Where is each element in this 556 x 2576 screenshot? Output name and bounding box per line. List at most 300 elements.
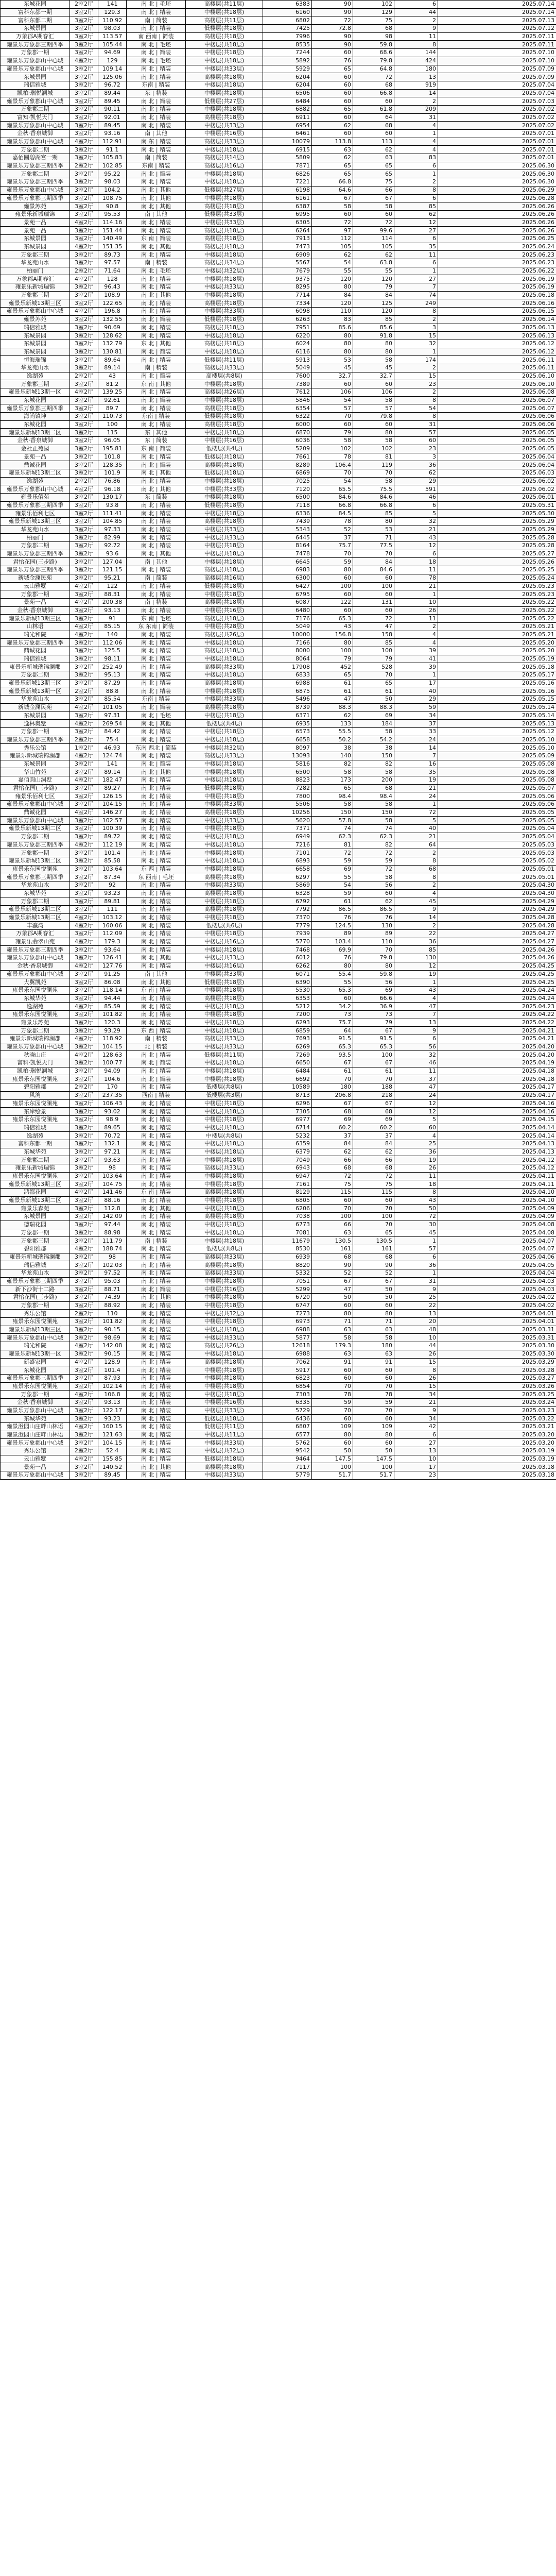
- listing-price-cell: 72: [353, 615, 394, 623]
- days-on-market-cell: 3: [394, 324, 438, 332]
- unit-price-cell: 7913: [263, 234, 312, 243]
- community-name-cell: 新下沙街十二路: [1, 1285, 70, 1294]
- listing-price-cell: 69: [353, 1115, 394, 1124]
- area-cell: 89.45: [98, 122, 127, 130]
- deal-date-cell: 2025.03.26: [438, 1382, 556, 1391]
- deal-date-cell: 2025.05.09: [438, 752, 556, 760]
- unit-price-cell: 6036: [263, 437, 312, 445]
- floor-cell: 中楼层(共16层): [186, 1398, 263, 1406]
- deal-date-cell: 2025.05.31: [438, 501, 556, 510]
- floor-cell: 中楼层(共18层): [186, 1366, 263, 1375]
- table-row: [1, 130, 556, 138]
- layout-cell: 3室2厅: [70, 873, 98, 882]
- table-row: [1, 889, 556, 897]
- community-name-cell: 君怡花园(三步路): [1, 1294, 70, 1302]
- floor-cell: 高楼层(共18层): [186, 420, 263, 429]
- unit-price-cell: 6939: [263, 1253, 312, 1261]
- listing-price-cell: 528: [353, 663, 394, 671]
- table-row: [1, 1406, 556, 1415]
- listing-price-cell: 150: [353, 808, 394, 817]
- area-cell: 85.54: [98, 696, 127, 704]
- table-row: [1, 946, 556, 954]
- floor-cell: 中楼层(共33层): [186, 1334, 263, 1342]
- days-on-market-cell: 6: [394, 1431, 438, 1439]
- table-row: [1, 1455, 556, 1463]
- orientation-decoration-cell: 南 北 | 简装: [127, 348, 186, 356]
- days-on-market-cell: 4: [394, 122, 438, 130]
- listing-price-cell: 100: [353, 582, 394, 590]
- deal-price-cell: 54: [312, 477, 353, 485]
- deal-date-cell: 2025.05.07: [438, 784, 556, 792]
- days-on-market-cell: 4: [394, 994, 438, 1003]
- layout-cell: 3室2厅: [70, 251, 98, 259]
- floor-cell: 中楼层(共18层): [186, 1003, 263, 1011]
- layout-cell: 3室2厅: [70, 404, 98, 413]
- area-cell: 142.09: [98, 1213, 127, 1221]
- table-row: [1, 703, 556, 711]
- orientation-decoration-cell: 南 北 | 精装: [127, 1447, 186, 1455]
- table-row: [1, 978, 556, 987]
- community-name-cell: 雍景乐万象郡三期四季: [1, 550, 70, 558]
- deal-date-cell: 2025.05.10: [438, 744, 556, 752]
- days-on-market-cell: 21: [394, 526, 438, 534]
- area-cell: 101.82: [98, 1010, 127, 1019]
- listing-price-cell: 60.2: [353, 1124, 394, 1132]
- area-cell: 252.49: [98, 663, 127, 671]
- listing-price-cell: 90: [353, 1261, 394, 1269]
- floor-cell: 中楼层(共18层): [186, 1172, 263, 1180]
- community-name-cell: 景苑一品: [1, 1463, 70, 1471]
- table-row: [1, 275, 556, 283]
- community-name-cell: 雍景乐万象郡山中心城: [1, 57, 70, 65]
- floor-cell: 中楼层(共33层): [186, 122, 263, 130]
- listing-price-cell: 58: [353, 202, 394, 211]
- floor-cell: 低楼层(共4层): [186, 445, 263, 453]
- deal-date-cell: 2025.05.21: [438, 631, 556, 639]
- listing-price-cell: 62: [353, 146, 394, 154]
- table-row: [1, 372, 556, 380]
- orientation-decoration-cell: 南 北 | 毛坯: [127, 57, 186, 65]
- floor-cell: 中楼层(共33层): [186, 801, 263, 809]
- community-name-cell: 雍景乐新城13期三区: [1, 299, 70, 308]
- community-name-cell: 柏丽门: [1, 267, 70, 275]
- floor-cell: 高楼层(共26层): [186, 388, 263, 397]
- deal-date-cell: 2025.05.12: [438, 727, 556, 736]
- community-name-cell: 风湾: [1, 1091, 70, 1099]
- unit-price-cell: 6658: [263, 865, 312, 873]
- area-cell: 89.27: [98, 784, 127, 792]
- days-on-market-cell: 12: [394, 218, 438, 227]
- layout-cell: 3室2厅: [70, 122, 98, 130]
- layout-cell: 3室2厅: [70, 518, 98, 526]
- community-name-cell: 东城华苑: [1, 1148, 70, 1156]
- days-on-market-cell: 72: [394, 808, 438, 817]
- floor-cell: 中楼层(共18层): [186, 792, 263, 801]
- orientation-decoration-cell: 东南 | 精装: [127, 696, 186, 704]
- table-row: [1, 825, 556, 833]
- table-row: [1, 1253, 556, 1261]
- listing-price-cell: 60: [353, 1374, 394, 1382]
- layout-cell: 3室2厅: [70, 1285, 98, 1294]
- table-row: [1, 429, 556, 437]
- deal-date-cell: 2025.05.24: [438, 574, 556, 582]
- area-cell: 43: [98, 372, 127, 380]
- layout-cell: 3室2厅: [70, 1326, 98, 1334]
- layout-cell: 3室2厅: [70, 154, 98, 162]
- community-name-cell: 雍景乐万象郡三期四季: [1, 194, 70, 202]
- community-name-cell: 东城花园: [1, 1366, 70, 1375]
- orientation-decoration-cell: 南 北 | 精装: [127, 962, 186, 970]
- deal-price-cell: 65: [312, 671, 353, 680]
- community-name-cell: 东城景园: [1, 340, 70, 348]
- unit-price-cell: 6915: [263, 146, 312, 154]
- days-on-market-cell: 144: [394, 49, 438, 57]
- community-name-cell: 富科·凯悦天门: [1, 1059, 70, 1067]
- deal-price-cell: 62: [312, 251, 353, 259]
- deal-price-cell: 70: [312, 1382, 353, 1391]
- listing-price-cell: 76: [353, 913, 394, 922]
- listing-price-cell: 70: [353, 1221, 394, 1229]
- days-on-market-cell: 30: [394, 1221, 438, 1229]
- community-name-cell: 雍景乐万象郡山中心城: [1, 65, 70, 73]
- deal-date-cell: 2025.05.21: [438, 622, 556, 631]
- community-name-cell: 万象郡二期: [1, 105, 70, 113]
- listing-price-cell: 158: [353, 631, 394, 639]
- deal-price-cell: 98.4: [312, 792, 353, 801]
- area-cell: 122.65: [98, 299, 127, 308]
- floor-cell: 中楼层(共18层): [186, 194, 263, 202]
- days-on-market-cell: 5: [394, 510, 438, 518]
- layout-cell: 3室2厅: [70, 1124, 98, 1132]
- area-cell: 196.8: [98, 308, 127, 316]
- table-row: [1, 1091, 556, 1099]
- layout-cell: 3室2厅: [70, 906, 98, 914]
- listing-price-cell: 67: [353, 1027, 394, 1035]
- area-cell: 90.69: [98, 324, 127, 332]
- floor-cell: 中楼层(共11层): [186, 1431, 263, 1439]
- listing-price-cell: 58: [353, 768, 394, 776]
- deal-price-cell: 72: [312, 849, 353, 857]
- table-row: [1, 542, 556, 550]
- listing-price-cell: 79.8: [353, 57, 394, 65]
- days-on-market-cell: 24: [394, 792, 438, 801]
- floor-cell: 中楼层(共18层): [186, 671, 263, 680]
- deal-price-cell: 61: [312, 687, 353, 696]
- deal-date-cell: 2025.04.13: [438, 1148, 556, 1156]
- floor-cell: 低楼层(共11层): [186, 356, 263, 364]
- community-name-cell: 雍景乐森苑: [1, 1205, 70, 1213]
- deal-date-cell: 2025.04.24: [438, 994, 556, 1003]
- community-name-cell: 雍景乐新城13期一区: [1, 1350, 70, 1358]
- table-row: [1, 420, 556, 429]
- unit-price-cell: 7600: [263, 372, 312, 380]
- deal-price-cell: 100: [312, 1213, 353, 1221]
- area-cell: 89.14: [98, 364, 127, 372]
- unit-price-cell: 7025: [263, 477, 312, 485]
- unit-price-cell: 5332: [263, 1269, 312, 1277]
- table-row: [1, 146, 556, 154]
- listing-price-cell: 91: [353, 1358, 394, 1366]
- area-cell: 88.98: [98, 1229, 127, 1237]
- days-on-market-cell: 29: [394, 696, 438, 704]
- community-name-cell: 秋晓山庄: [1, 1051, 70, 1059]
- table-row: [1, 760, 556, 768]
- days-on-market-cell: 10: [394, 1334, 438, 1342]
- layout-cell: 3室2厅: [70, 1294, 98, 1302]
- orientation-decoration-cell: 南 北 | 精装: [127, 1083, 186, 1092]
- deal-date-cell: 2025.06.07: [438, 396, 556, 404]
- days-on-market-cell: 6: [394, 234, 438, 243]
- unit-price-cell: 6882: [263, 105, 312, 113]
- listing-price-cell: 58: [353, 727, 394, 736]
- deal-price-cell: 60: [312, 130, 353, 138]
- deal-price-cell: 74: [312, 825, 353, 833]
- floor-cell: 中楼层(共18层): [186, 687, 263, 696]
- community-name-cell: 雍景乐佰利七区: [1, 792, 70, 801]
- floor-cell: 高楼层(共18层): [186, 808, 263, 817]
- orientation-decoration-cell: 南 北 | 精装: [127, 776, 186, 785]
- area-cell: 130.81: [98, 348, 127, 356]
- unit-price-cell: 6500: [263, 768, 312, 776]
- listing-price-cell: 50: [353, 1294, 394, 1302]
- unit-price-cell: 7244: [263, 49, 312, 57]
- area-cell: 101.8: [98, 453, 127, 461]
- area-cell: 140: [98, 631, 127, 639]
- layout-cell: 3室2厅: [70, 817, 98, 825]
- community-name-cell: 雍景乐万象郡三期四季: [1, 404, 70, 413]
- area-cell: 114.16: [98, 218, 127, 227]
- table-row: [1, 510, 556, 518]
- area-cell: 160.06: [98, 922, 127, 930]
- community-name-cell: 富科东都一期: [1, 1140, 70, 1148]
- area-cell: 96.43: [98, 283, 127, 292]
- table-row: [1, 49, 556, 57]
- orientation-decoration-cell: 南 北 | 精装: [127, 388, 186, 397]
- layout-cell: 3室2厅: [70, 25, 98, 33]
- deal-price-cell: 43: [312, 622, 353, 631]
- floor-cell: 高楼层(共18层): [186, 234, 263, 243]
- days-on-market-cell: 39: [394, 663, 438, 671]
- listing-price-cell: 147.5: [353, 1455, 394, 1463]
- listing-price-cell: 65: [353, 170, 394, 178]
- listing-price-cell: 63: [353, 154, 394, 162]
- orientation-decoration-cell: 南 北 | 精装: [127, 251, 186, 259]
- listing-price-cell: 58: [353, 1334, 394, 1342]
- deal-date-cell: 2025.04.16: [438, 1099, 556, 1108]
- deal-price-cell: 72.8: [312, 25, 353, 33]
- area-cell: 128.62: [98, 332, 127, 340]
- table-row: [1, 679, 556, 687]
- layout-cell: 3室2厅: [70, 234, 98, 243]
- days-on-market-cell: 40: [394, 687, 438, 696]
- listing-price-cell: 105: [353, 243, 394, 251]
- listing-price-cell: 79.8: [353, 954, 394, 962]
- unit-price-cell: 6480: [263, 606, 312, 615]
- community-name-cell: 雍景乐万象郡山中心城: [1, 485, 70, 494]
- orientation-decoration-cell: 南 北 | 精装: [127, 510, 186, 518]
- deal-price-cell: 69.9: [312, 946, 353, 954]
- listing-price-cell: 59.8: [353, 41, 394, 49]
- orientation-decoration-cell: 南 北 | 精装: [127, 1455, 186, 1463]
- deal-price-cell: 59: [312, 1398, 353, 1406]
- area-cell: 91: [98, 615, 127, 623]
- layout-cell: 3室2厅: [70, 16, 98, 25]
- orientation-decoration-cell: 南 北 | 精装: [127, 1067, 186, 1075]
- days-on-market-cell: 45: [394, 897, 438, 906]
- layout-cell: 3室2厅: [70, 1140, 98, 1148]
- listing-price-cell: 66.6: [353, 994, 394, 1003]
- area-cell: 121.15: [98, 566, 127, 574]
- floor-cell: 中楼层(共18层): [186, 857, 263, 865]
- unit-price-cell: 5917: [263, 1366, 312, 1375]
- listing-price-cell: 64: [353, 113, 394, 122]
- orientation-decoration-cell: 南 北 | 其他: [127, 469, 186, 477]
- orientation-decoration-cell: 南 北 | 精装: [127, 1431, 186, 1439]
- listing-price-cell: 120: [353, 275, 394, 283]
- floor-cell: 中楼层(共33层): [186, 485, 263, 494]
- layout-cell: 3室2厅: [70, 324, 98, 332]
- days-on-market-cell: 17: [394, 1463, 438, 1471]
- days-on-market-cell: 9: [394, 906, 438, 914]
- days-on-market-cell: 2: [394, 178, 438, 187]
- area-cell: 112.06: [98, 639, 127, 647]
- listing-price-cell: 66: [353, 186, 394, 194]
- table-row: [1, 558, 556, 566]
- table-row: [1, 897, 556, 906]
- orientation-decoration-cell: 南 北 | 精装: [127, 283, 186, 292]
- orientation-decoration-cell: 南 北 | 精装: [127, 1148, 186, 1156]
- deal-price-cell: 75.7: [312, 542, 353, 550]
- orientation-decoration-cell: 南 北 | 精装: [127, 178, 186, 187]
- orientation-decoration-cell: 南 北 | 精装: [127, 299, 186, 308]
- orientation-decoration-cell: 南 北 | 精装: [127, 542, 186, 550]
- deal-date-cell: 2025.04.23: [438, 1003, 556, 1011]
- floor-cell: 中楼层(共18层): [186, 429, 263, 437]
- table-row: [1, 1285, 556, 1294]
- unit-price-cell: 6747: [263, 1301, 312, 1310]
- listing-price-cell: 58: [353, 477, 394, 485]
- layout-cell: 3室2厅: [70, 445, 98, 453]
- days-on-market-cell: 72: [394, 1213, 438, 1221]
- floor-cell: 低楼层(共4层): [186, 720, 263, 728]
- layout-cell: 3室2厅: [70, 1091, 98, 1099]
- days-on-market-cell: 57: [394, 1245, 438, 1253]
- deal-date-cell: 2025.05.08: [438, 760, 556, 768]
- days-on-market-cell: 27: [394, 227, 438, 235]
- layout-cell: 3室2厅: [70, 299, 98, 308]
- deal-price-cell: 60: [312, 1374, 353, 1382]
- floor-cell: 高楼层(共16层): [186, 162, 263, 170]
- deal-price-cell: 100: [312, 582, 353, 590]
- layout-cell: 3室2厅: [70, 558, 98, 566]
- unit-price-cell: 7714: [263, 291, 312, 299]
- area-cell: 89.44: [98, 89, 127, 97]
- floor-cell: 中楼层(共33层): [186, 283, 263, 292]
- deal-price-cell: 67: [312, 194, 353, 202]
- table-row: [1, 113, 556, 122]
- community-name-cell: 万象郡二期: [1, 897, 70, 906]
- days-on-market-cell: 2: [394, 388, 438, 397]
- layout-cell: 4室2厅: [70, 703, 98, 711]
- orientation-decoration-cell: 南 北 | 精装: [127, 1366, 186, 1375]
- orientation-decoration-cell: 南 北 | 其他: [127, 768, 186, 776]
- listing-price-cell: 78: [353, 1391, 394, 1399]
- community-name-cell: 雍景乐万象郡三期四季: [1, 41, 70, 49]
- deal-date-cell: 2025.04.21: [438, 1035, 556, 1043]
- table-row: [1, 1221, 556, 1229]
- area-cell: 97.57: [98, 259, 127, 267]
- days-on-market-cell: 2: [394, 881, 438, 889]
- community-name-cell: 雍景乐佰苑: [1, 493, 70, 501]
- orientation-decoration-cell: 南 | 其他: [127, 210, 186, 218]
- unit-price-cell: 6262: [263, 962, 312, 970]
- community-name-cell: 东城景园: [1, 711, 70, 720]
- community-name-cell: 雍景乐新城13期二区: [1, 469, 70, 477]
- table-row: [1, 1350, 556, 1358]
- community-name-cell: 海尚镇坤: [1, 413, 70, 421]
- days-on-market-cell: 19: [394, 776, 438, 785]
- table-row: [1, 534, 556, 542]
- unit-price-cell: 6335: [263, 1398, 312, 1406]
- listing-price-cell: 85.6: [353, 324, 394, 332]
- table-row: [1, 1391, 556, 1399]
- days-on-market-cell: 12: [394, 962, 438, 970]
- unit-price-cell: 5232: [263, 1132, 312, 1140]
- community-name-cell: 君怡花园(三步路): [1, 784, 70, 792]
- orientation-decoration-cell: 南 北 | 精装: [127, 1358, 186, 1366]
- orientation-decoration-cell: 南 北 | 精装: [127, 1471, 186, 1480]
- unit-price-cell: 6577: [263, 1431, 312, 1439]
- deal-price-cell: 58: [312, 1334, 353, 1342]
- unit-price-cell: 7473: [263, 243, 312, 251]
- listing-price-cell: 72: [353, 865, 394, 873]
- community-name-cell: 嘉佰圆山洞墅: [1, 776, 70, 785]
- orientation-decoration-cell: 南 北 | 精装: [127, 1318, 186, 1326]
- deal-date-cell: 2025.04.22: [438, 1019, 556, 1027]
- area-cell: 126.15: [98, 792, 127, 801]
- unit-price-cell: 7800: [263, 792, 312, 801]
- unit-price-cell: 6012: [263, 954, 312, 962]
- listing-price-cell: 88.3: [353, 703, 394, 711]
- table-row: [1, 986, 556, 994]
- days-on-market-cell: 15: [394, 1358, 438, 1366]
- layout-cell: 3室2厅: [70, 65, 98, 73]
- deal-date-cell: 2025.04.12: [438, 1156, 556, 1164]
- layout-cell: 3室2厅: [70, 1196, 98, 1205]
- layout-cell: 3室2厅: [70, 1366, 98, 1375]
- orientation-decoration-cell: 南 北 | 精装: [127, 1406, 186, 1415]
- community-name-cell: 万象郡二期: [1, 1156, 70, 1164]
- days-on-market-cell: 85: [394, 946, 438, 954]
- table-row: [1, 663, 556, 671]
- community-name-cell: 雍景乐新城瑞锦澜郡: [1, 752, 70, 760]
- area-cell: 92.72: [98, 542, 127, 550]
- listing-price-cell: 75: [353, 16, 394, 25]
- layout-cell: 4室2厅: [70, 138, 98, 146]
- floor-cell: 低楼层(共27层): [186, 186, 263, 194]
- floor-cell: 低楼层(共18层): [186, 469, 263, 477]
- orientation-decoration-cell: 南 北 | 精装: [127, 922, 186, 930]
- days-on-market-cell: 26: [394, 1350, 438, 1358]
- listing-price-cell: 161: [353, 1245, 394, 1253]
- days-on-market-cell: 25: [394, 1140, 438, 1148]
- orientation-decoration-cell: 南 北 | 精装: [127, 356, 186, 364]
- unit-price-cell: 13093: [263, 752, 312, 760]
- community-name-cell: 雍景澄园山庄畔山林语: [1, 1423, 70, 1431]
- deal-date-cell: 2025.07.10: [438, 57, 556, 65]
- layout-cell: 3室2厅: [70, 210, 98, 218]
- days-on-market-cell: 8: [394, 857, 438, 865]
